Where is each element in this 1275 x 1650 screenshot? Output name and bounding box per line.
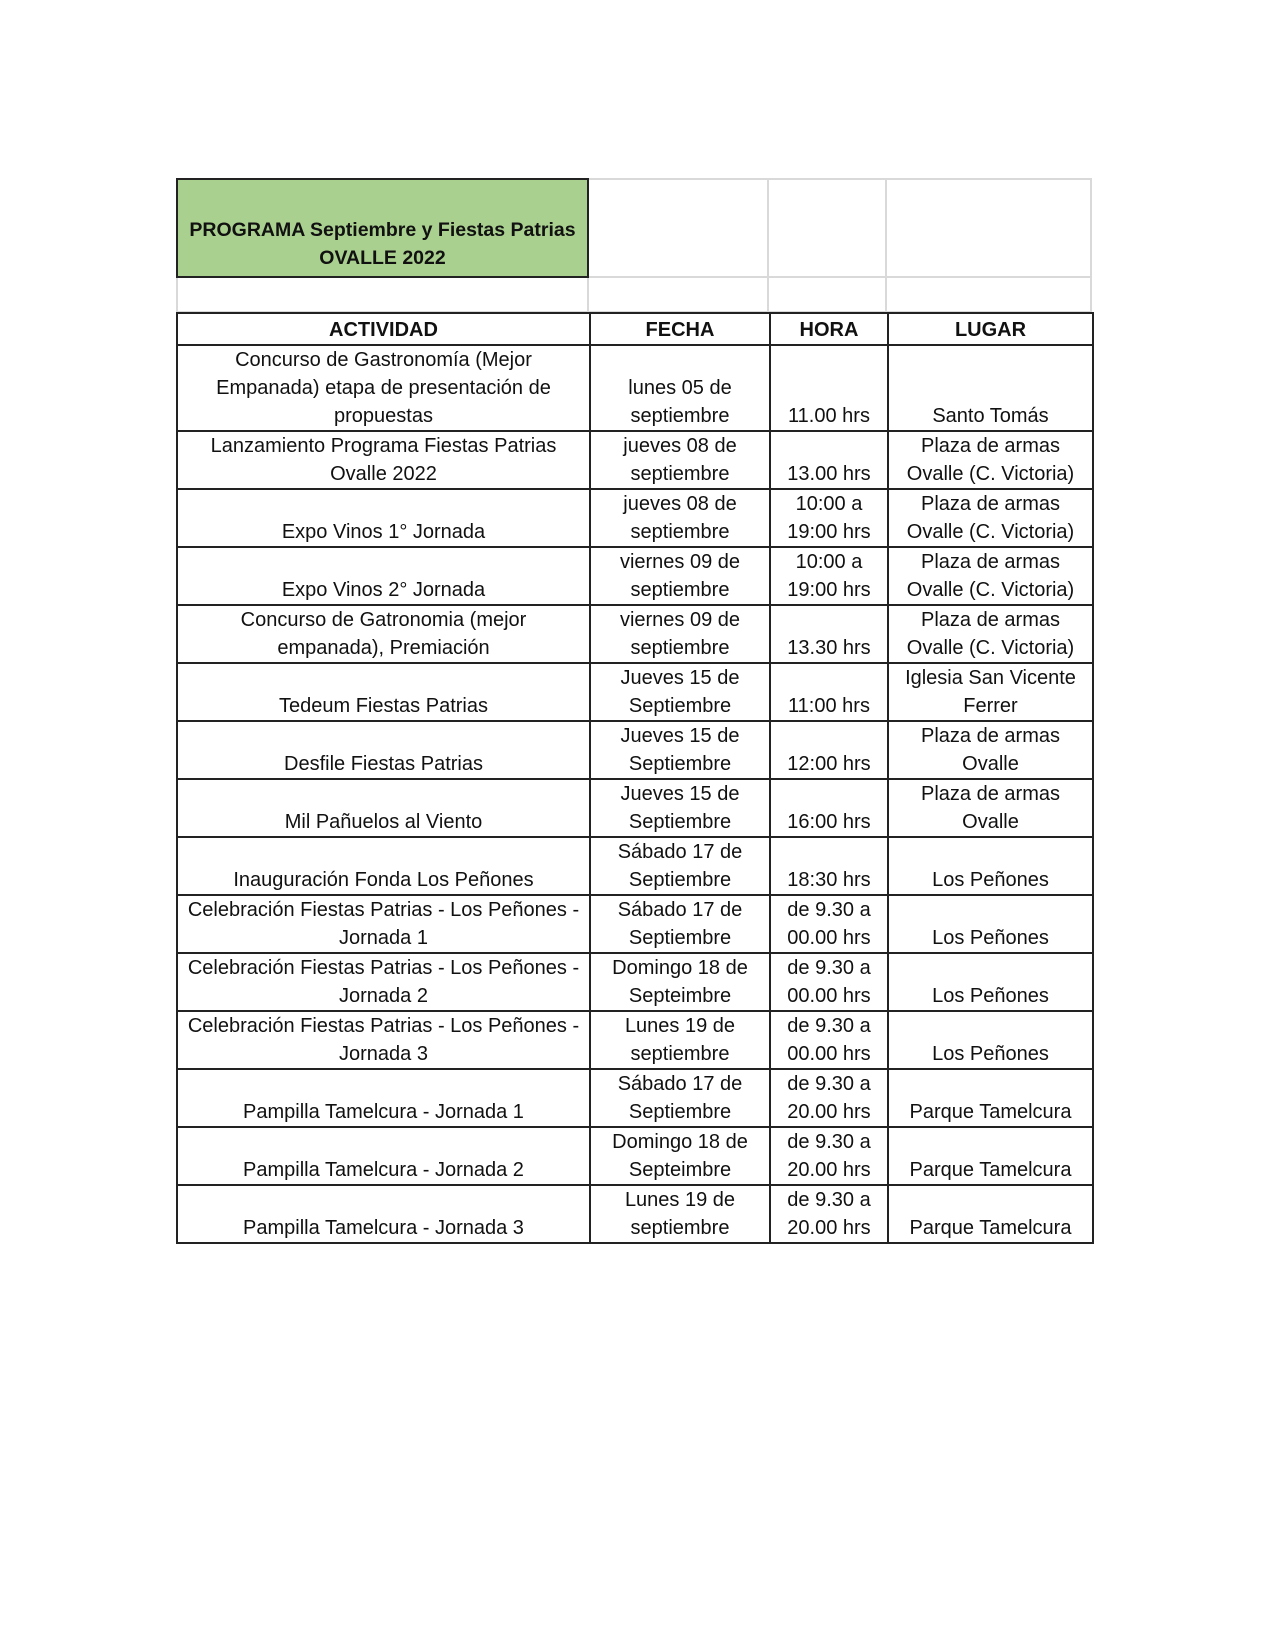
cell-hora <box>770 345 888 431</box>
cell-fecha <box>590 1011 770 1069</box>
table-row <box>177 1011 1093 1069</box>
lugar-text: Los Peñones <box>932 869 1049 891</box>
hora-text: de 9.30 a 00.00 hrs <box>787 1015 871 1065</box>
cell-actividad <box>177 345 590 431</box>
cell-hora <box>770 1185 888 1243</box>
table-row <box>177 431 1093 489</box>
table-row <box>177 953 1093 1011</box>
table-row <box>177 489 1093 547</box>
table-body <box>177 345 1093 1243</box>
table-row <box>177 721 1093 779</box>
empty-cell <box>769 278 887 312</box>
hora-text: de 9.30 a 20.00 hrs <box>787 1131 871 1181</box>
cell-fecha <box>590 489 770 547</box>
cell-hora <box>770 489 888 547</box>
lugar-text: Los Peñones <box>932 927 1049 949</box>
program-table <box>176 312 1094 1244</box>
lugar-text: Plaza de armas Ovalle (C. Victoria) <box>906 551 1075 601</box>
hora-text: 18:30 hrs <box>787 869 871 891</box>
cell-lugar <box>888 345 1093 431</box>
actividad-text: Inauguración Fonda Los Peñones <box>233 869 534 891</box>
cell-lugar <box>888 489 1093 547</box>
cell-lugar <box>888 663 1093 721</box>
empty-cell <box>589 278 769 312</box>
cell-hora <box>770 605 888 663</box>
hora-text: 10:00 a 19:00 hrs <box>787 551 871 601</box>
cell-actividad <box>177 605 590 663</box>
cell-actividad <box>177 779 590 837</box>
table-row <box>177 1069 1093 1127</box>
cell-lugar <box>888 605 1093 663</box>
lugar-text: Plaza de armas Ovalle <box>921 783 1060 833</box>
table-header-row <box>177 313 1093 345</box>
title-row <box>176 178 1092 278</box>
cell-hora <box>770 547 888 605</box>
fecha-text: Jueves 15 de Septiembre <box>620 725 740 775</box>
cell-fecha <box>590 663 770 721</box>
lugar-text: Plaza de armas Ovalle (C. Victoria) <box>906 435 1075 485</box>
table-row <box>177 605 1093 663</box>
lugar-text: Parque Tamelcura <box>909 1217 1072 1239</box>
fecha-text: viernes 09 de septiembre <box>619 609 741 659</box>
cell-lugar <box>888 953 1093 1011</box>
fecha-text: Jueves 15 de Septiembre <box>620 667 740 717</box>
empty-cell <box>176 278 589 312</box>
cell-fecha <box>590 953 770 1011</box>
cell-actividad <box>177 1185 590 1243</box>
cell-fecha <box>590 431 770 489</box>
lugar-text: Santo Tomás <box>932 405 1049 427</box>
fecha-text: viernes 09 de septiembre <box>619 551 741 601</box>
cell-lugar <box>888 1069 1093 1127</box>
program-sheet <box>176 178 1092 1244</box>
actividad-text: Concurso de Gastronomía (Mejor Empanada) etapa de presentación de propuestas <box>216 349 551 427</box>
cell-hora <box>770 895 888 953</box>
fecha-text: Lunes 19 de septiembre <box>624 1015 736 1065</box>
cell-hora <box>770 953 888 1011</box>
fecha-text: Sábado 17 de Septiembre <box>617 1073 743 1123</box>
actividad-text: Tedeum Fiestas Patrias <box>279 695 488 717</box>
actividad-text: Celebración Fiestas Patrias - Los Peñones - Jornada 2 <box>187 957 580 1007</box>
cell-fecha <box>590 1185 770 1243</box>
table-row <box>177 345 1093 431</box>
empty-cell <box>769 178 887 278</box>
cell-hora <box>770 1069 888 1127</box>
table-row <box>177 1185 1093 1243</box>
actividad-text: Pampilla Tamelcura - Jornada 3 <box>243 1217 524 1239</box>
lugar-text: Parque Tamelcura <box>909 1101 1072 1123</box>
table-row <box>177 837 1093 895</box>
cell-lugar <box>888 1127 1093 1185</box>
header-lugar: LUGAR <box>888 313 1093 345</box>
lugar-text: Plaza de armas Ovalle (C. Victoria) <box>906 493 1075 543</box>
cell-actividad <box>177 1127 590 1185</box>
hora-text: de 9.30 a 20.00 hrs <box>787 1073 871 1123</box>
cell-hora <box>770 1011 888 1069</box>
fecha-text: lunes 05 de septiembre <box>628 377 732 427</box>
lugar-text: Parque Tamelcura <box>909 1159 1072 1181</box>
fecha-text: Jueves 15 de Septiembre <box>620 783 740 833</box>
cell-lugar <box>888 721 1093 779</box>
hora-text: 12:00 hrs <box>787 753 871 775</box>
hora-text: 13.30 hrs <box>787 637 871 659</box>
program-title-cell <box>176 178 589 278</box>
actividad-text: Expo Vinos 1° Jornada <box>281 521 486 543</box>
cell-hora <box>770 721 888 779</box>
cell-actividad <box>177 837 590 895</box>
cell-actividad <box>177 1011 590 1069</box>
cell-actividad <box>177 895 590 953</box>
cell-actividad <box>177 663 590 721</box>
hora-text: 11.00 hrs <box>788 405 870 427</box>
program-title: PROGRAMA Septiembre y Fiestas Patrias OVALLE 2022 <box>189 219 576 269</box>
actividad-text: Celebración Fiestas Patrias - Los Peñones - Jornada 3 <box>187 1015 580 1065</box>
cell-hora <box>770 431 888 489</box>
empty-cell <box>887 278 1092 312</box>
cell-fecha <box>590 605 770 663</box>
spacer-row <box>176 278 1092 312</box>
hora-text: de 9.30 a 00.00 hrs <box>787 957 871 1007</box>
lugar-text: Plaza de armas Ovalle (C. Victoria) <box>906 609 1075 659</box>
fecha-text: Domingo 18 de Septeimbre <box>612 957 748 1007</box>
actividad-text: Mil Pañuelos al Viento <box>284 811 483 833</box>
fecha-text: Sábado 17 de Septiembre <box>617 841 743 891</box>
actividad-text: Pampilla Tamelcura - Jornada 2 <box>243 1159 524 1181</box>
lugar-text: Iglesia San Vicente Ferrer <box>905 667 1076 717</box>
cell-actividad <box>177 1069 590 1127</box>
actividad-text: Expo Vinos 2° Jornada <box>281 579 486 601</box>
cell-fecha <box>590 779 770 837</box>
hora-text: 10:00 a 19:00 hrs <box>787 493 871 543</box>
fecha-text: Domingo 18 de Septeimbre <box>612 1131 748 1181</box>
hora-text: 16:00 hrs <box>787 811 871 833</box>
cell-actividad <box>177 547 590 605</box>
actividad-text: Desfile Fiestas Patrias <box>284 753 483 775</box>
cell-hora <box>770 1127 888 1185</box>
table-row <box>177 1127 1093 1185</box>
header-actividad: ACTIVIDAD <box>177 313 590 345</box>
cell-lugar <box>888 547 1093 605</box>
header-fecha: FECHA <box>590 313 770 345</box>
cell-fecha <box>590 895 770 953</box>
table-row <box>177 895 1093 953</box>
table-row <box>177 663 1093 721</box>
hora-text: de 9.30 a 20.00 hrs <box>787 1189 871 1239</box>
lugar-text: Los Peñones <box>932 985 1049 1007</box>
table-row <box>177 779 1093 837</box>
fecha-text: jueves 08 de septiembre <box>623 493 737 543</box>
lugar-text: Los Peñones <box>932 1043 1049 1065</box>
cell-hora <box>770 779 888 837</box>
hora-text: de 9.30 a 00.00 hrs <box>787 899 871 949</box>
fecha-text: Sábado 17 de Septiembre <box>617 899 743 949</box>
cell-actividad <box>177 431 590 489</box>
cell-fecha <box>590 837 770 895</box>
empty-cell <box>589 178 769 278</box>
cell-actividad <box>177 953 590 1011</box>
cell-fecha <box>590 345 770 431</box>
cell-lugar <box>888 1185 1093 1243</box>
actividad-text: Concurso de Gatronomia (mejor empanada), Premiación <box>240 609 527 659</box>
hora-text: 13.00 hrs <box>787 463 871 485</box>
table-row <box>177 547 1093 605</box>
hora-text: 11:00 hrs <box>788 695 870 717</box>
cell-actividad <box>177 489 590 547</box>
cell-lugar <box>888 779 1093 837</box>
actividad-text: Pampilla Tamelcura - Jornada 1 <box>243 1101 524 1123</box>
cell-hora <box>770 837 888 895</box>
fecha-text: Lunes 19 de septiembre <box>624 1189 736 1239</box>
actividad-text: Celebración Fiestas Patrias - Los Peñones - Jornada 1 <box>187 899 580 949</box>
cell-fecha <box>590 547 770 605</box>
cell-lugar <box>888 837 1093 895</box>
fecha-text: jueves 08 de septiembre <box>623 435 737 485</box>
header-hora: HORA <box>770 313 888 345</box>
actividad-text: Lanzamiento Programa Fiestas Patrias Ovalle 2022 <box>210 435 557 485</box>
cell-fecha <box>590 721 770 779</box>
cell-lugar <box>888 1011 1093 1069</box>
cell-lugar <box>888 431 1093 489</box>
empty-cell <box>887 178 1092 278</box>
cell-lugar <box>888 895 1093 953</box>
cell-fecha <box>590 1069 770 1127</box>
cell-actividad <box>177 721 590 779</box>
cell-fecha <box>590 1127 770 1185</box>
cell-hora <box>770 663 888 721</box>
lugar-text: Plaza de armas Ovalle <box>921 725 1060 775</box>
